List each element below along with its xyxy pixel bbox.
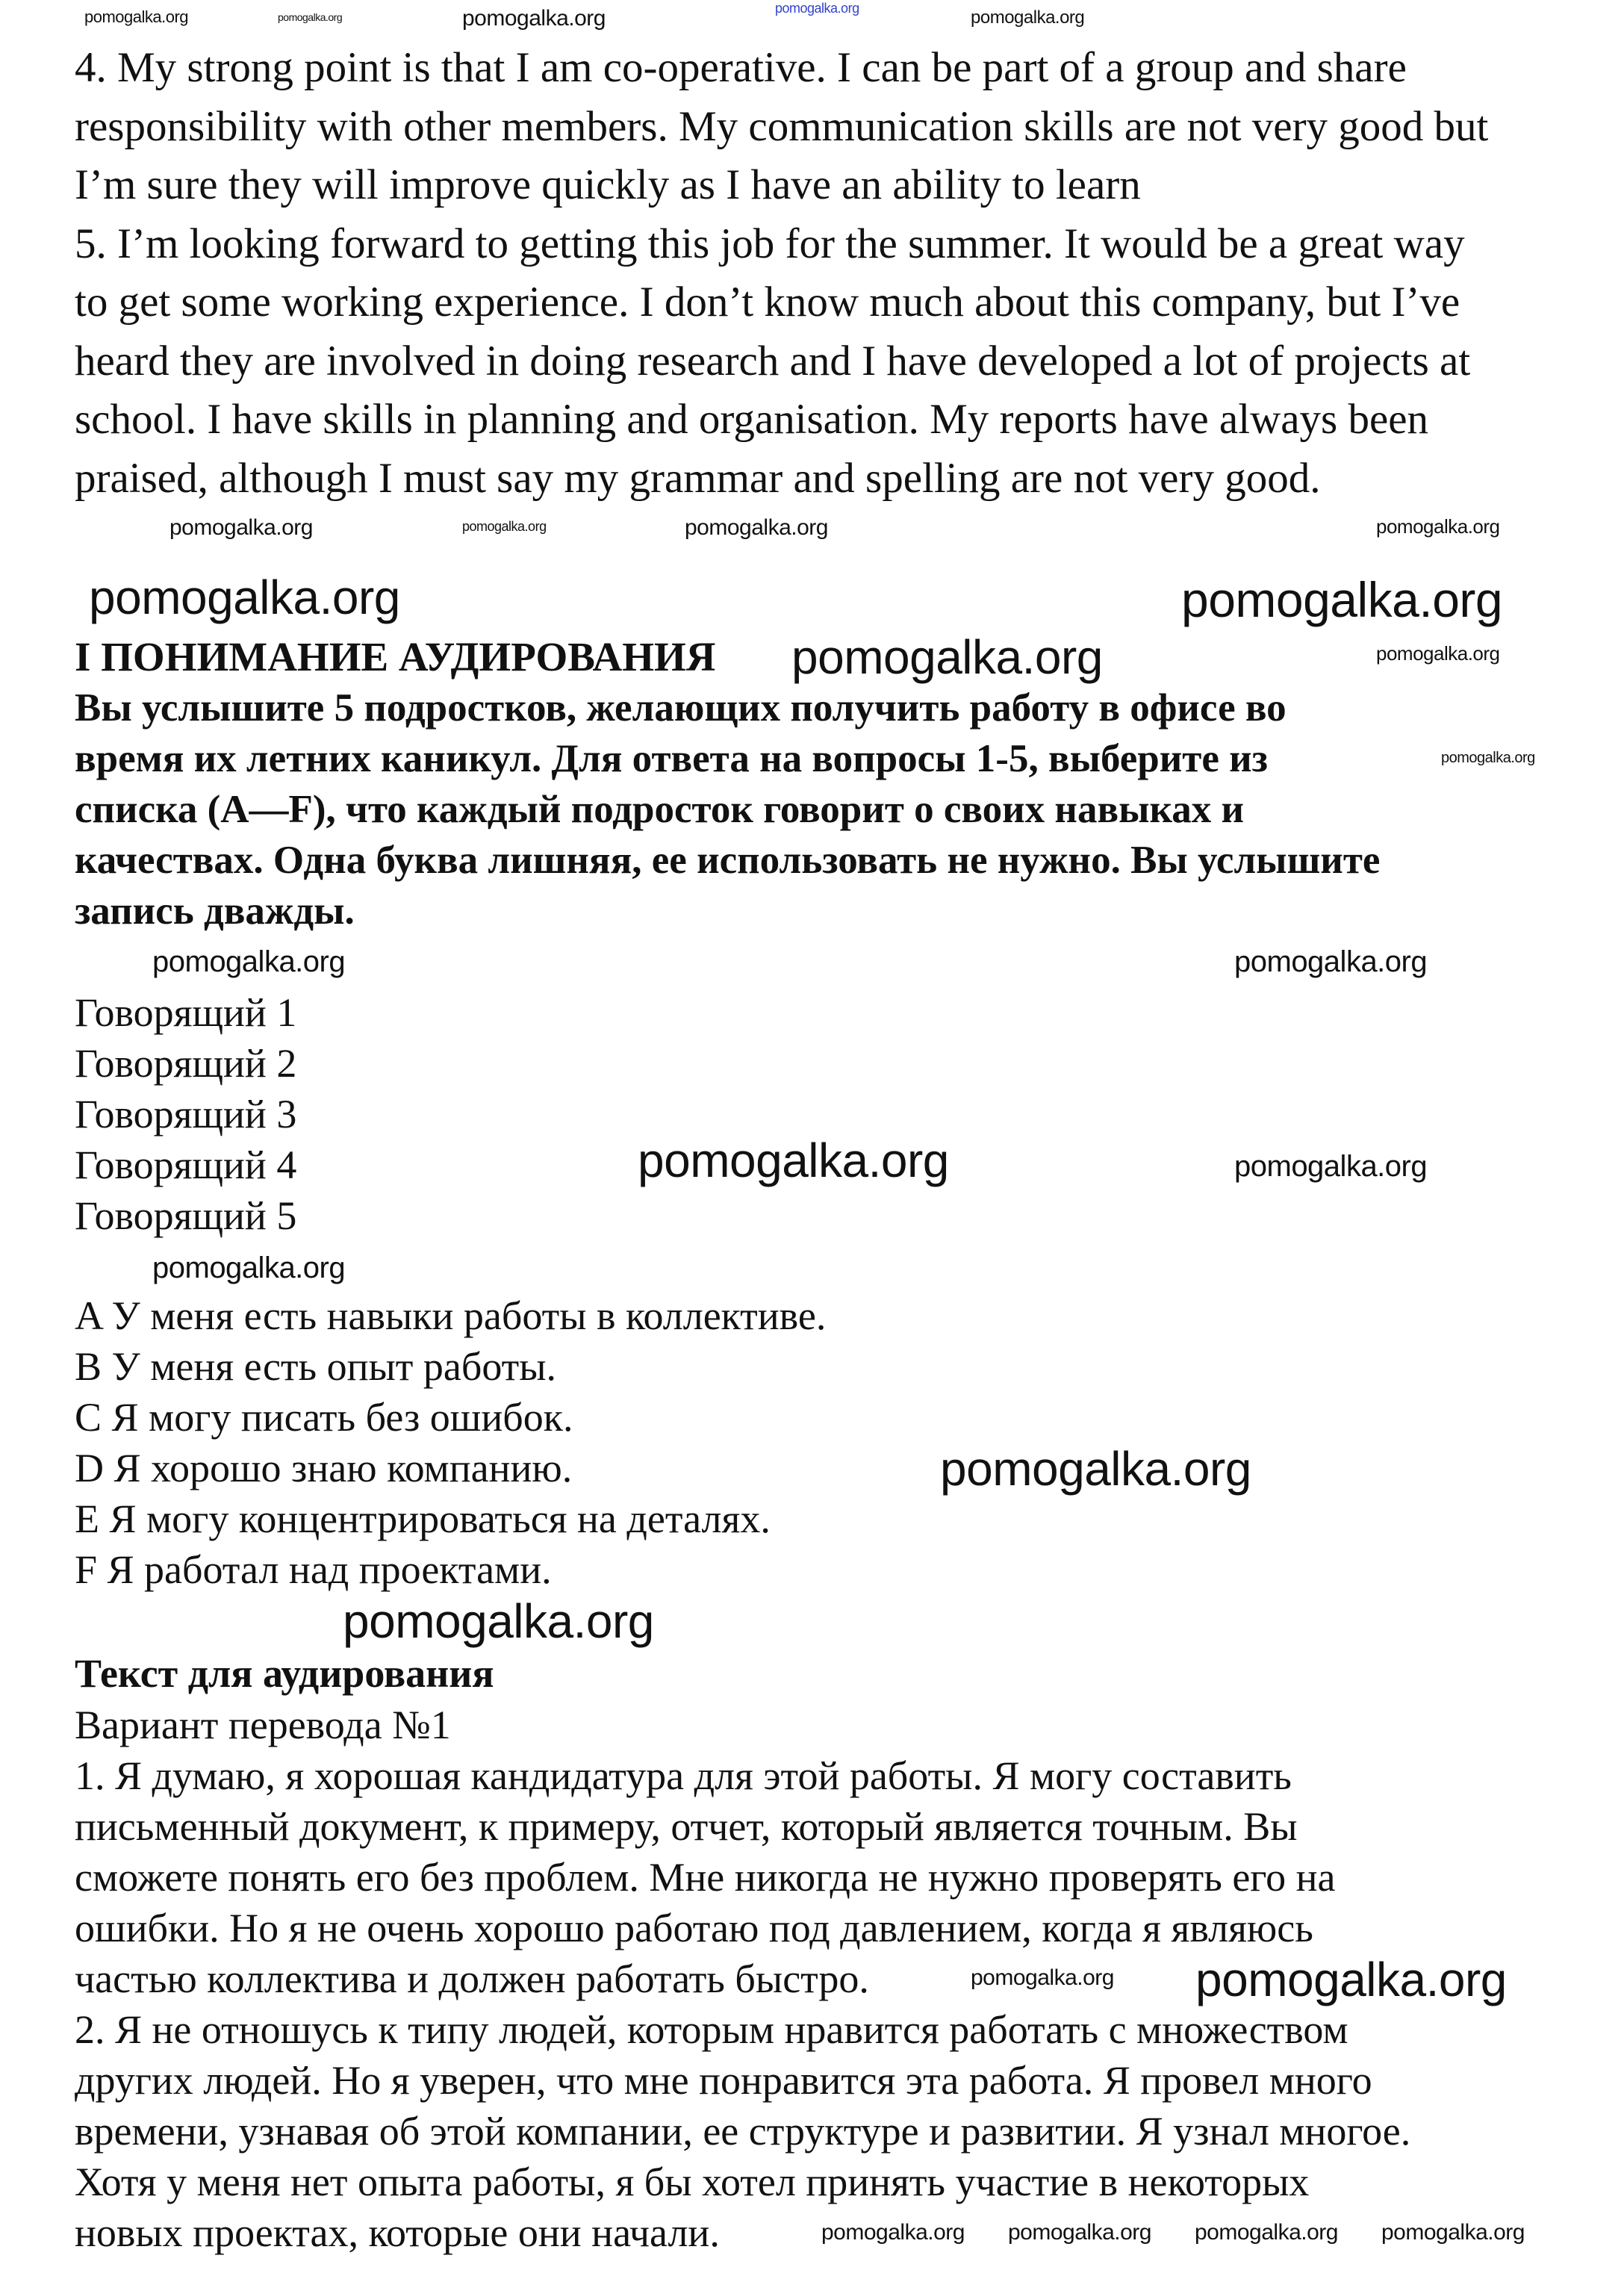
watermark: pomogalka.org [971, 7, 1085, 28]
speaker-item: Говорящий 1 [75, 990, 297, 1035]
watermark: pomogalka.org [1181, 572, 1503, 627]
text-line: I’m sure they will improve quickly as I have an ability to learn [75, 161, 1141, 208]
watermark: pomogalka.org [1376, 642, 1500, 665]
watermark: pomogalka.org [89, 570, 400, 624]
watermark: pomogalka.org [1441, 750, 1535, 766]
answer-options [75, 1290, 826, 1595]
watermark: pomogalka.org [1376, 515, 1500, 538]
text-line: ошибки. Но я не очень хорошо работаю под давлением, когда я являюсь [75, 1906, 1313, 1950]
option-item: D Я хорошо знаю компанию. [75, 1446, 573, 1490]
instruction-line: списка (A—F), что каждый подросток говорит о своих навыках и [75, 788, 1244, 831]
watermark: pomogalka.org [169, 515, 313, 540]
watermark: pomogalka.org [462, 519, 547, 534]
watermark: pomogalka.org [462, 6, 606, 31]
option-item: A У меня есть навыки работы в коллективе. [75, 1293, 827, 1338]
instruction-line: время их летних каникул. Для ответа на вопросы 1-5, выберите из [75, 737, 1268, 780]
task-instructions [75, 683, 1380, 936]
text-line: responsibility with other members. My communication skills are not very good but [75, 102, 1489, 150]
option-item: C Я могу писать без ошибок. [75, 1395, 573, 1440]
text-line: school. I have skills in planning and organisation. My reports have always been [75, 396, 1429, 443]
watermark: pomogalka.org [343, 1594, 654, 1648]
speaker-item: Говорящий 3 [75, 1092, 297, 1137]
watermark: pomogalka.org [638, 1134, 949, 1187]
text-line: 5. I’m looking forward to getting this job for the summer. It would be a great way [75, 220, 1465, 267]
speaker-list [75, 987, 296, 1241]
speaker-item: Говорящий 5 [75, 1193, 297, 1238]
english-answers [75, 39, 1488, 508]
watermark: pomogalka.org [1234, 1150, 1428, 1183]
instruction-line: запись дважды. [75, 889, 355, 933]
variant-title: Вариант перевода №1 [75, 1703, 451, 1747]
watermark: pomogalka.org [1381, 2220, 1525, 2245]
text-line: praised, although I must say my grammar and spelling are not very good. [75, 454, 1321, 502]
text-line: других людей. Но я уверен, что мне понравится эта работа. Я провел много [75, 2058, 1372, 2103]
text-line: heard they are involved in doing research and I have developed a lot of projects at [75, 337, 1471, 385]
text-line: 4. My strong point is that I am co-operative. I can be part of a group and share [75, 44, 1407, 91]
watermark: pomogalka.org [971, 1965, 1114, 1990]
watermark: pomogalka.org [940, 1442, 1251, 1496]
instruction-line: Вы услышите 5 подростков, желающих получить работу в офисе во [75, 686, 1287, 730]
text-line: to get some working experience. I don’t know much about this company, but I’ve [75, 279, 1460, 326]
section-heading: I ПОНИМАНИЕ АУДИРОВАНИЯ [75, 634, 716, 680]
watermark: pomogalka.org [152, 1252, 346, 1284]
text-line: Хотя у меня нет опыта работы, я бы хотел принять участие в некоторых [75, 2160, 1310, 2204]
watermark: pomogalka.org [791, 630, 1103, 684]
text-line: времени, узнавая об этой компании, ее структуре и развитии. Я узнал многое. [75, 2109, 1411, 2154]
speaker-item: Говорящий 2 [75, 1041, 297, 1086]
text-line: письменный документ, к примеру, отчет, который является точным. Вы [75, 1804, 1298, 1849]
speaker-item: Говорящий 4 [75, 1142, 297, 1187]
watermark: pomogalka.org [1195, 1953, 1507, 2006]
watermark: pomogalka.org [685, 515, 828, 540]
option-item: F Я работал над проектами. [75, 1547, 552, 1592]
text-line: 2. Я не отношусь к типу людей, которым нравится работать с множеством [75, 2007, 1348, 2052]
option-item: B У меня есть опыт работы. [75, 1344, 557, 1389]
text-line: 1. Я думаю, я хорошая кандидатура для этой работы. Я могу составить [75, 1753, 1292, 1798]
text-line: частью коллектива и должен работать быстро. [75, 1956, 869, 2001]
watermark: pomogalka.org [821, 2220, 965, 2245]
watermark: pomogalka.org [775, 1, 859, 16]
listening-text-title: Текст для аудирования [75, 1651, 494, 1696]
watermark: pomogalka.org [1195, 2220, 1338, 2245]
text-line: новых проектах, которые они начали. [75, 2210, 720, 2255]
watermark: pomogalka.org [152, 945, 346, 978]
watermark: pomogalka.org [84, 7, 189, 26]
watermark: pomogalka.org [1008, 2220, 1151, 2245]
instruction-line: качествах. Одна буква лишняя, ее использовать не нужно. Вы услышите [75, 839, 1381, 882]
option-item: E Я могу концентрироваться на деталях. [75, 1496, 771, 1541]
text-line: сможете понять его без проблем. Мне никогда не нужно проверять его на [75, 1855, 1336, 1900]
watermark: pomogalka.org [1234, 945, 1428, 978]
watermark: pomogalka.org [278, 11, 343, 23]
